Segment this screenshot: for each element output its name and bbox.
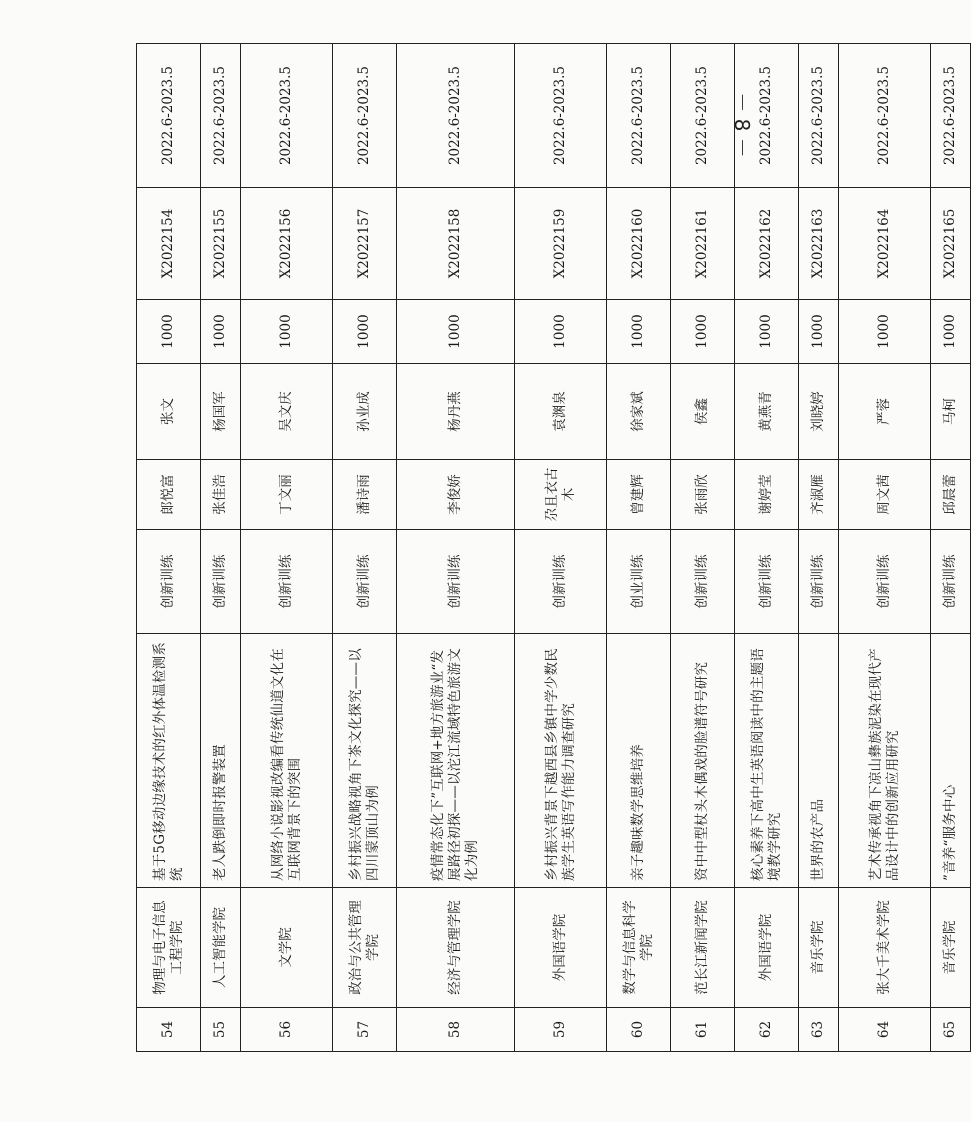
cell-advisor: 孙业成 bbox=[333, 364, 397, 460]
cell-college: 数学与信息科学学院 bbox=[607, 888, 671, 1008]
cell-project-code: X2022158 bbox=[397, 188, 515, 300]
cell-college: 经济与管理学院 bbox=[397, 888, 515, 1008]
cell-college: 政治与公共管理学院 bbox=[333, 888, 397, 1008]
cell-college: 音乐学院 bbox=[799, 888, 839, 1008]
cell-project-code: X2022154 bbox=[137, 188, 201, 300]
cell-member: 曾建辉 bbox=[607, 460, 671, 530]
cell-advisor: 杨国军 bbox=[201, 364, 241, 460]
cell-period: 2022.6-2023.5 bbox=[735, 44, 799, 188]
cell-period: 2022.6-2023.5 bbox=[241, 44, 333, 188]
table-row bbox=[931, 44, 971, 1052]
cell-project-name: 亲子趣味数学思维培养 bbox=[607, 634, 671, 888]
cell-period: 2022.6-2023.5 bbox=[607, 44, 671, 188]
cell-project-type: 创新训练 bbox=[515, 530, 607, 634]
cell-funds: 1000 bbox=[201, 300, 241, 364]
cell-college: 文学院 bbox=[241, 888, 333, 1008]
cell-number: 54 bbox=[137, 1008, 201, 1052]
cell-project-name: ”音养“服务中心 bbox=[931, 634, 971, 888]
project-table bbox=[136, 43, 971, 1052]
cell-number: 63 bbox=[799, 1008, 839, 1052]
cell-period: 2022.6-2023.5 bbox=[201, 44, 241, 188]
table-row bbox=[241, 44, 333, 1052]
cell-advisor: 徐家斌 bbox=[607, 364, 671, 460]
cell-number: 56 bbox=[241, 1008, 333, 1052]
cell-funds: 1000 bbox=[137, 300, 201, 364]
project-table-rotated bbox=[136, 44, 958, 1052]
cell-funds: 1000 bbox=[735, 300, 799, 364]
cell-advisor: 吴文庆 bbox=[241, 364, 333, 460]
cell-funds: 1000 bbox=[241, 300, 333, 364]
cell-project-code: X2022156 bbox=[241, 188, 333, 300]
cell-funds: 1000 bbox=[931, 300, 971, 364]
cell-member: 潘诗雨 bbox=[333, 460, 397, 530]
cell-advisor: 张文 bbox=[137, 364, 201, 460]
cell-number: 64 bbox=[839, 1008, 931, 1052]
cell-college: 范长江新闻学院 bbox=[671, 888, 735, 1008]
cell-period: 2022.6-2023.5 bbox=[839, 44, 931, 188]
cell-advisor: 刘晓婷 bbox=[799, 364, 839, 460]
cell-project-name: 基于5G移动边缘技术的红外体温检测系统 bbox=[137, 634, 201, 888]
cell-college: 外国语学院 bbox=[515, 888, 607, 1008]
cell-number: 60 bbox=[607, 1008, 671, 1052]
cell-project-name: 世界的农产品 bbox=[799, 634, 839, 888]
cell-project-type: 创新训练 bbox=[735, 530, 799, 634]
page-number: － 8 － bbox=[730, 92, 754, 158]
cell-project-name: 乡村振兴战略视角下茶文化探究——以四川蒙顶山为例 bbox=[333, 634, 397, 888]
cell-member: 张佳浩 bbox=[201, 460, 241, 530]
cell-funds: 1000 bbox=[333, 300, 397, 364]
cell-project-code: X2022161 bbox=[671, 188, 735, 300]
cell-number: 61 bbox=[671, 1008, 735, 1052]
cell-number: 59 bbox=[515, 1008, 607, 1052]
cell-funds: 1000 bbox=[839, 300, 931, 364]
cell-college: 张大千美术学院 bbox=[839, 888, 931, 1008]
table-row bbox=[515, 44, 607, 1052]
cell-number: 58 bbox=[397, 1008, 515, 1052]
cell-project-code: X2022164 bbox=[839, 188, 931, 300]
cell-project-type: 创新训练 bbox=[137, 530, 201, 634]
cell-project-type: 创新训练 bbox=[241, 530, 333, 634]
cell-project-type: 创新训练 bbox=[333, 530, 397, 634]
cell-college: 人工智能学院 bbox=[201, 888, 241, 1008]
cell-member: 郎悦富 bbox=[137, 460, 201, 530]
table-row bbox=[839, 44, 931, 1052]
cell-project-type: 创业训练 bbox=[607, 530, 671, 634]
cell-project-code: X2022163 bbox=[799, 188, 839, 300]
cell-period: 2022.6-2023.5 bbox=[799, 44, 839, 188]
cell-advisor: 袁渊泉 bbox=[515, 364, 607, 460]
cell-project-type: 创新训练 bbox=[671, 530, 735, 634]
cell-project-name: 乡村振兴背景下越西县乡镇中学少数民族学生英语写作能力调查研究 bbox=[515, 634, 607, 888]
cell-number: 55 bbox=[201, 1008, 241, 1052]
cell-member: 李俊娇 bbox=[397, 460, 515, 530]
cell-project-code: X2022157 bbox=[333, 188, 397, 300]
cell-project-code: X2022165 bbox=[931, 188, 971, 300]
cell-number: 62 bbox=[735, 1008, 799, 1052]
table-row bbox=[397, 44, 515, 1052]
cell-number: 57 bbox=[333, 1008, 397, 1052]
cell-project-name: 老人跌倒即时报警装置 bbox=[201, 634, 241, 888]
cell-project-type: 创新训练 bbox=[799, 530, 839, 634]
cell-advisor: 杨丹燕 bbox=[397, 364, 515, 460]
cell-funds: 1000 bbox=[671, 300, 735, 364]
cell-member: 尕且衣古木 bbox=[515, 460, 607, 530]
cell-project-name: 疫情常态化下”互联网+地方旅游业“发展路径初探——以沱江流域特色旅游文化为例 bbox=[397, 634, 515, 888]
cell-college: 音乐学院 bbox=[931, 888, 971, 1008]
cell-funds: 1000 bbox=[607, 300, 671, 364]
cell-project-type: 创新训练 bbox=[839, 530, 931, 634]
cell-member: 邱晨蕾 bbox=[931, 460, 971, 530]
cell-college: 外国语学院 bbox=[735, 888, 799, 1008]
table-body bbox=[137, 44, 971, 1052]
cell-member: 张雨欣 bbox=[671, 460, 735, 530]
cell-college: 物理与电子信息工程学院 bbox=[137, 888, 201, 1008]
table-row bbox=[671, 44, 735, 1052]
cell-project-code: X2022160 bbox=[607, 188, 671, 300]
cell-advisor: 严蓉 bbox=[839, 364, 931, 460]
cell-period: 2022.6-2023.5 bbox=[931, 44, 971, 188]
cell-advisor: 马柯 bbox=[931, 364, 971, 460]
cell-member: 齐淑雁 bbox=[799, 460, 839, 530]
cell-project-code: X2022159 bbox=[515, 188, 607, 300]
table-row bbox=[137, 44, 201, 1052]
cell-advisor: 侯鑫 bbox=[671, 364, 735, 460]
cell-period: 2022.6-2023.5 bbox=[137, 44, 201, 188]
cell-project-name: 核心素养下高中生英语阅读中的主题语境教学研究 bbox=[735, 634, 799, 888]
cell-project-type: 创新训练 bbox=[397, 530, 515, 634]
cell-project-code: X2022162 bbox=[735, 188, 799, 300]
cell-project-type: 创新训练 bbox=[931, 530, 971, 634]
cell-project-name: 从网络小说影视改编看传统仙道文化在互联网背景下的突围 bbox=[241, 634, 333, 888]
cell-project-name: 资中中型杖头木偶戏的脸谱符号研究 bbox=[671, 634, 735, 888]
table-row bbox=[735, 44, 799, 1052]
cell-period: 2022.6-2023.5 bbox=[333, 44, 397, 188]
cell-member: 周文茜 bbox=[839, 460, 931, 530]
cell-project-type: 创新训练 bbox=[201, 530, 241, 634]
cell-advisor: 黄燕青 bbox=[735, 364, 799, 460]
table-row bbox=[333, 44, 397, 1052]
cell-project-name: 艺术传承视角下凉山彝族泥染在现代产品设计中的创新应用研究 bbox=[839, 634, 931, 888]
cell-period: 2022.6-2023.5 bbox=[397, 44, 515, 188]
cell-member: 谢婷莹 bbox=[735, 460, 799, 530]
cell-period: 2022.6-2023.5 bbox=[671, 44, 735, 188]
cell-number: 65 bbox=[931, 1008, 971, 1052]
cell-period: 2022.6-2023.5 bbox=[515, 44, 607, 188]
table-row bbox=[201, 44, 241, 1052]
cell-funds: 1000 bbox=[515, 300, 607, 364]
cell-funds: 1000 bbox=[397, 300, 515, 364]
cell-project-code: X2022155 bbox=[201, 188, 241, 300]
table-row bbox=[799, 44, 839, 1052]
cell-funds: 1000 bbox=[799, 300, 839, 364]
cell-member: 丁文丽 bbox=[241, 460, 333, 530]
table-row bbox=[607, 44, 671, 1052]
